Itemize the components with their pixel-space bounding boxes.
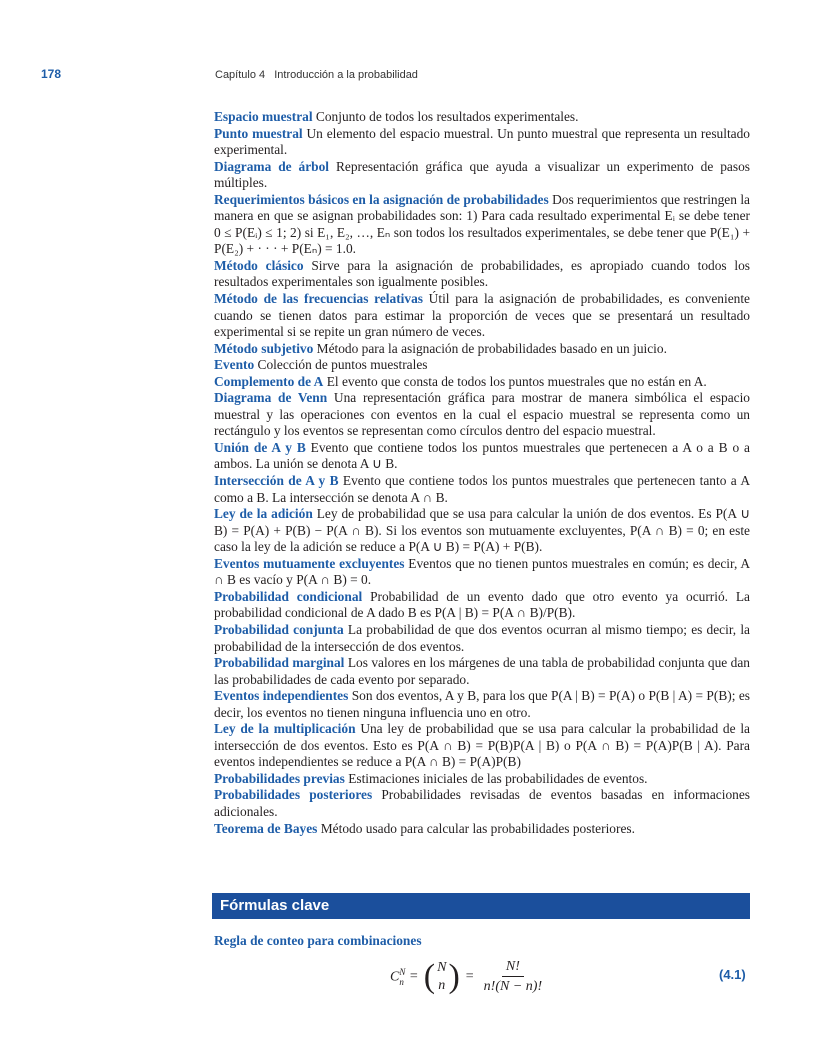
running-header (215, 69, 418, 81)
glossary-definition: Probabilidad de un evento dado que otro evento ya ocurrió. La probabilidad condicional de A dado B es P(A | B) = P(A ∩ B)/P(B). (214, 588, 750, 621)
glossary-entry (214, 159, 750, 192)
glossary-definition: Evento que contiene todos los puntos muestrales que pertenecen tanto a A como a B. La intersección se denota A ∩ B. (214, 473, 750, 505)
glossary-entry (214, 473, 750, 506)
glossary-list (214, 109, 750, 837)
glossary-term: Método subjetivo (214, 340, 314, 356)
section-band (212, 893, 750, 919)
glossary-entry (214, 589, 750, 622)
formula-lhs: $C^N_n$ (390, 967, 406, 987)
glossary-entry (214, 688, 750, 721)
glossary-term: Evento (214, 357, 255, 373)
glossary-definition: Una representación gráfica para mostrar de manera simbólica el espacio muestral y las operaciones con eventos en la cual el espacio muestral se representa como un rectángulo y los eventos se representan como círculos dentro del espacio muestral. (214, 390, 750, 439)
glossary-term: Ley de la adición (214, 506, 313, 522)
glossary-definition: Son dos eventos, A y B, para los que P(A | B) = P(A) o P(B | A) = P(B); es decir, los eventos no tienen ninguna influencia uno en otro. (214, 688, 750, 720)
fraction (480, 959, 546, 995)
binom-top: N (437, 960, 447, 975)
glossary-definition: El evento que consta de todos los puntos muestrales que no están en A. (323, 373, 707, 389)
glossary-definition: Representación gráfica que ayuda a visualizar un experimento de pasos múltiples. (214, 158, 750, 191)
glossary-entry (214, 655, 750, 688)
glossary-term: Espacio muestral (214, 109, 313, 124)
glossary-term: Método de las frecuencias relativas (214, 291, 423, 307)
glossary-entry (214, 374, 750, 391)
glossary-definition: Los valores en los márgenes de una tabla de probabilidad conjunta que dan las probabilidades de cada evento por separado. (214, 655, 750, 687)
glossary-definition: Útil para la asignación de probabilidades, es conveniente cuando se tienen datos para estimar la proporción de veces que se presentará un resultado experimental si se repite un gran número de veces. (214, 291, 751, 340)
chapter-title: Introducción a la probabilidad (274, 69, 418, 81)
glossary-entry (214, 341, 750, 358)
glossary-definition: Estimaciones iniciales de las probabilidades de eventos. (344, 770, 648, 786)
glossary-term: Eventos independientes (214, 688, 349, 704)
glossary-term: Probabilidades previas (214, 770, 345, 786)
glossary-definition: Método para la asignación de probabilidades basado en un juicio. (313, 340, 667, 356)
glossary-definition: Sirve para la asignación de probabilidades, es apropiado cuando todos los resultados experimentales son igualmente posibles. (214, 257, 751, 290)
equals-sign: = (409, 969, 418, 984)
fraction-denominator: n!(N − n)! (483, 979, 543, 994)
glossary-definition: Probabilidades revisadas de eventos basadas en informaciones adicionales. (214, 787, 751, 819)
fraction-numerator: N! (502, 959, 524, 977)
glossary-term: Punto muestral (214, 125, 303, 141)
glossary-term: Probabilidades posteriores (214, 787, 373, 803)
binomial (437, 959, 446, 995)
glossary-definition: Una ley de probabilidad que se usa para calcular la probabilidad de la intersección de dos eventos. Esto es P(A ∩ B) = P(B)P(A | B) o P(A ∩ B) = P(A)P(B | A). Para eventos independientes se reduce a P(A ∩ B) = P(A)P(B) (214, 721, 750, 770)
equation-number: (4.1) (719, 967, 746, 982)
glossary-term: Teorema de Bayes (214, 820, 318, 836)
left-paren: ( (423, 958, 436, 995)
glossary-term: Diagrama de árbol (214, 158, 330, 174)
glossary-definition: Método usado para calcular las probabilidades posteriores. (317, 820, 635, 836)
glossary-term: Requerimientos básicos en la asignación de probabilidades (214, 191, 549, 207)
glossary-entry (214, 556, 750, 589)
glossary-term: Complemento de A (214, 373, 324, 389)
glossary-definition: Dos requerimientos que restringen la manera en que se asignan probabilidades son: 1) Para cada resultado experimental Eᵢ se debe tener 0 ≤ P(Eᵢ) ≤ 1; 2) si E₁, E₂, …, Eₙ son todos los resultados experimentales, se debe tener que P(E₁) + P(E₂) + · · · + P(Eₙ) = 1.0. (214, 191, 750, 257)
glossary-entry (214, 622, 750, 655)
glossary-term: Diagrama de Venn (214, 390, 328, 406)
section-title: Fórmulas clave (220, 897, 330, 914)
formula-subheading: Regla de conteo para combinaciones (214, 933, 422, 948)
glossary-entry (214, 771, 750, 788)
glossary-entry (214, 390, 750, 440)
binom-bottom: n (438, 978, 446, 993)
glossary-entry (214, 440, 750, 473)
glossary-entry (214, 109, 750, 126)
glossary-entry (214, 126, 750, 159)
glossary-entry (214, 192, 750, 258)
glossary-term: Intersección de A y B (214, 473, 339, 489)
glossary-entry (214, 291, 750, 341)
chapter-label: Capítulo 4 (215, 69, 266, 81)
glossary-term: Eventos mutuamente excluyentes (214, 555, 405, 571)
glossary-entry (214, 357, 750, 374)
page-number: 178 (41, 67, 62, 81)
glossary-definition: Colección de puntos muestrales (254, 357, 428, 373)
glossary-definition: Eventos que no tienen puntos muestrales en común; es decir, A ∩ B es vacío y P(A ∩ B) = 0. (214, 555, 750, 588)
glossary-definition: La probabilidad de que dos eventos ocurran al mismo tiempo; es decir, la probabilidad de la intersección de dos eventos. (214, 621, 750, 654)
equals-sign-2: = (465, 969, 474, 984)
glossary-entry (214, 721, 750, 771)
glossary-term: Probabilidad conjunta (214, 621, 344, 637)
right-paren: ) (448, 958, 460, 995)
glossary-term: Método clásico (214, 257, 304, 273)
glossary-entry (214, 506, 750, 556)
glossary-definition: Un elemento del espacio muestral. Un punto muestral que representa un resultado experimental. (214, 125, 750, 158)
glossary-definition: Conjunto de todos los resultados experimentales. (312, 109, 579, 124)
glossary-entry (214, 787, 750, 820)
glossary-term: Unión de A y B (214, 439, 306, 455)
glossary-definition: Evento que contiene todos los puntos muestrales que pertenecen a A o a B o a ambos. La unión se denota A ∪ B. (214, 439, 750, 472)
glossary-term: Probabilidad marginal (214, 655, 345, 671)
glossary-entry (214, 258, 750, 291)
combination-formula (390, 957, 546, 997)
glossary-term: Ley de la multiplicación (214, 721, 356, 737)
glossary-entry (214, 821, 750, 838)
glossary-definition: Ley de probabilidad que se usa para calcular la unión de dos eventos. Es P(A ∪ B) = P(A) + P(B) − P(A ∩ B). Si los eventos son mutuamente excluyentes, P(A ∩ B) = 0; en este caso la ley de la adición se reduce a P(A ∪ B) = P(A) + P(B). (214, 506, 750, 555)
glossary-term: Probabilidad condicional (214, 588, 363, 604)
